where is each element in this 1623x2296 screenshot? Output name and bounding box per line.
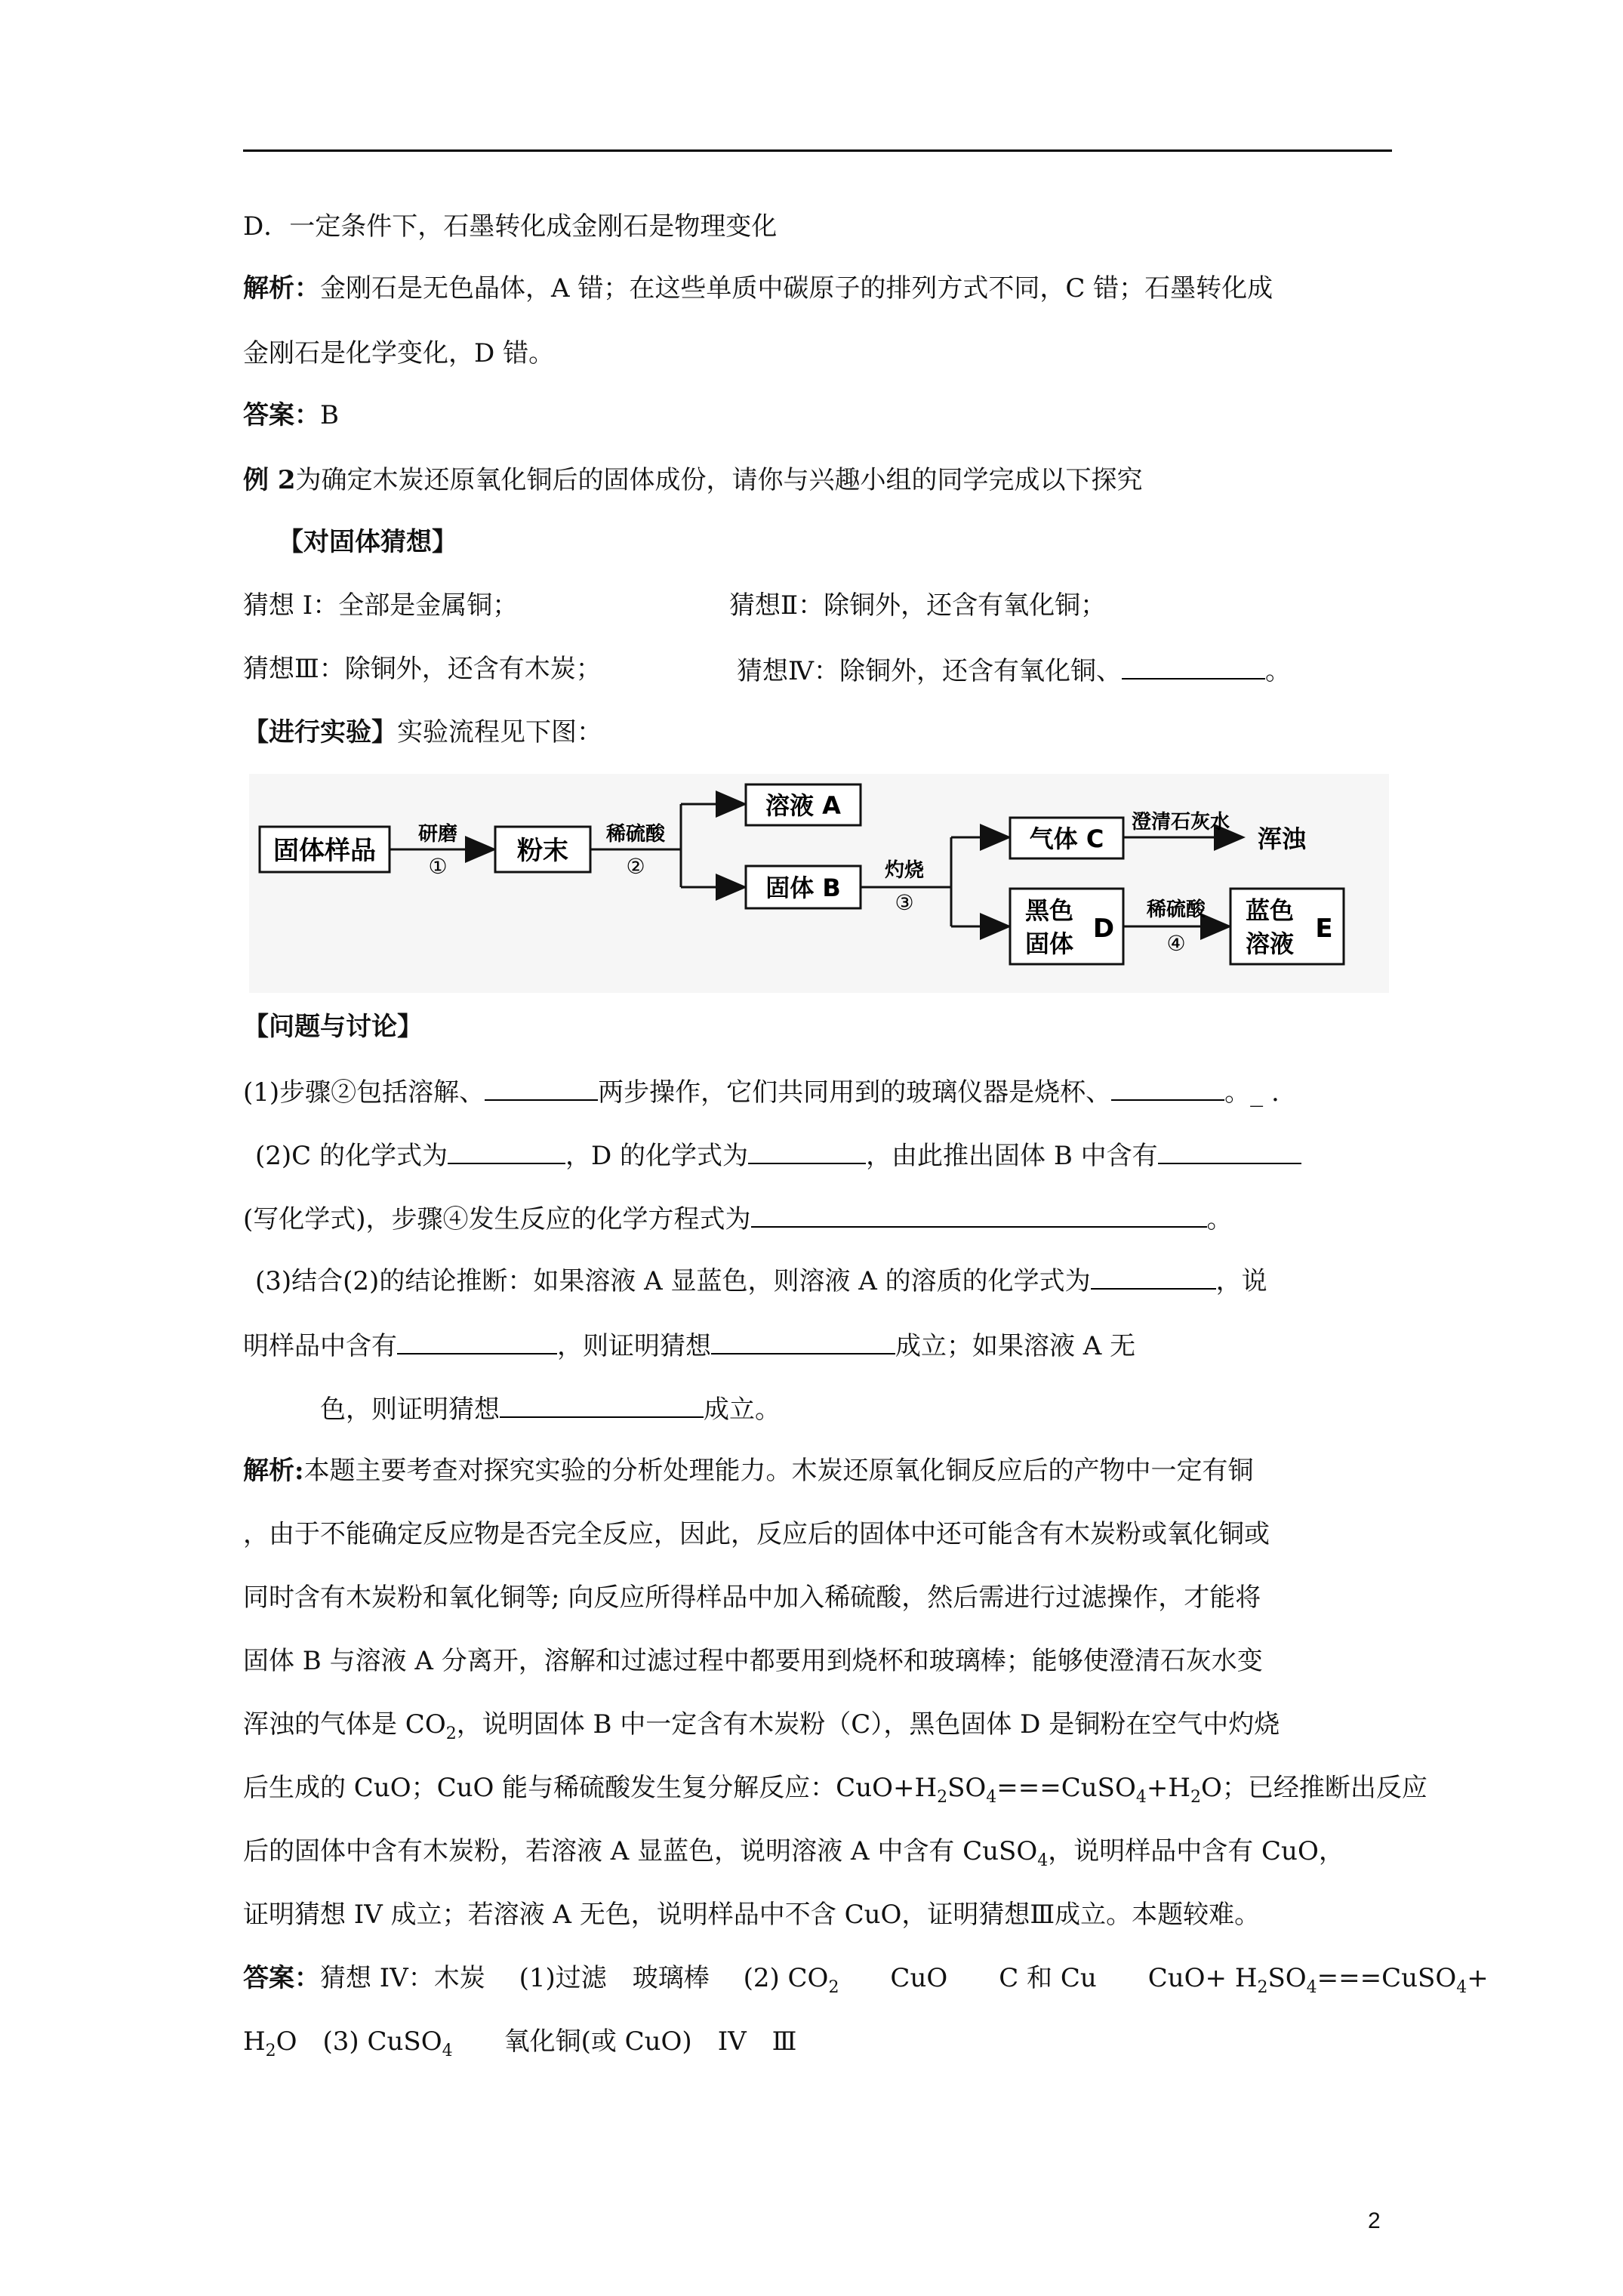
label-grind: 研磨: [417, 823, 458, 846]
guess-3: 猜想Ⅲ：除铜外，还含有木炭；: [243, 654, 602, 684]
analysis-label: 解析：: [243, 273, 320, 304]
label-sample: 固体样品: [273, 836, 376, 866]
q1-text-a: (1)步骤②包括溶解、: [243, 1077, 485, 1108]
subscript: 4: [1306, 1977, 1317, 1997]
example-label: 例 2: [243, 465, 296, 495]
label-step2: ②: [626, 854, 645, 879]
question-1: [243, 1072, 1280, 1111]
guess-4-text: 猜想Ⅳ：除铜外，还含有氧化铜、: [737, 656, 1122, 686]
q3-text-g: 成立。: [704, 1395, 781, 1425]
q2-text-a: (2)C 的化学式为: [255, 1141, 448, 1171]
label-blueE-2: 溶液: [1245, 929, 1295, 958]
subscript: 2: [445, 1724, 457, 1743]
subscript: 4: [1135, 1787, 1147, 1807]
blank[interactable]: [1122, 651, 1265, 680]
analysis-2-line-1: [243, 1453, 1254, 1489]
answer-label: 答案：: [243, 400, 320, 430]
exp-heading-text: 实验流程见下图：: [397, 717, 602, 747]
exp-heading-label: 【进行实验】: [243, 717, 397, 747]
ans2-a: 猜想 IV：木炭 (1)过滤 玻璃棒 (2) CO: [320, 1963, 829, 1993]
blank[interactable]: [1091, 1261, 1216, 1290]
analysis-2-line-2: ，由于不能确定反应物是否完全反应，因此，反应后的固体中还可能含有木炭粉或氧化铜或: [243, 1519, 1270, 1549]
label-blueE-3: E: [1315, 914, 1333, 944]
header-rule: [243, 149, 1392, 152]
blank[interactable]: [500, 1389, 704, 1418]
label-turbid: 浑浊: [1257, 824, 1307, 853]
label-acid2: 稀硫酸: [1146, 898, 1206, 921]
blank[interactable]: [448, 1136, 565, 1164]
question-2-line-1: [255, 1136, 1301, 1174]
blank[interactable]: [1111, 1072, 1224, 1101]
q2-text-b: ，D 的化学式为: [565, 1141, 749, 1171]
analysis-2-text: 本题主要考查对探究实验的分析处理能力。木炭还原氧化铜反应后的产物中一定有铜: [303, 1456, 1254, 1486]
question-3-line-2: [243, 1326, 1135, 1364]
a2-l7-b: ，说明样品中含有 CuO，: [1048, 1836, 1344, 1866]
example-2: [243, 462, 1143, 498]
ans2-c: SO: [1267, 1963, 1307, 1993]
label-step4: ④: [1166, 931, 1186, 956]
subscript: 4: [1456, 1977, 1467, 1997]
label-blackD-1: 黑色: [1024, 896, 1074, 925]
option-d: D．一定条件下，石墨转化成金刚石是物理变化: [243, 211, 778, 242]
experiment-flow-diagram: [249, 774, 1389, 993]
a2-l5-b: ，说明固体 B 中一定含有木炭粉（C），黑色固体 D 是铜粉在空气中灼烧: [456, 1709, 1280, 1740]
label-blueE-1: 蓝色: [1245, 896, 1295, 925]
guess-4: [737, 651, 1291, 689]
page-number: 2: [1368, 2208, 1381, 2233]
q3-text-e: 成立；如果溶液 A 无: [895, 1331, 1136, 1361]
blank[interactable]: [748, 1136, 866, 1164]
subscript: 2: [937, 1787, 948, 1807]
discussion-heading: 【问题与讨论】: [243, 1012, 423, 1042]
label-gasC: 气体 C: [1029, 824, 1104, 853]
ans2-d: ===CuSO: [1317, 1963, 1457, 1993]
blank[interactable]: [751, 1199, 1207, 1228]
q2-text-e: 。: [1206, 1204, 1233, 1234]
a2-l6-b: SO: [947, 1773, 987, 1803]
ans2-h: 氧化铜(或 CuO) IV Ⅲ: [452, 2026, 797, 2057]
label-step3: ③: [895, 890, 914, 915]
q3-text-a: (3)结合(2)的结论推断：如果溶液 A 显蓝色，则溶液 A 的溶质的化学式为: [255, 1266, 1091, 1296]
a2-l6-e: O；已经推断出反应: [1200, 1773, 1427, 1803]
q2-text-c: ，由此推出固体 B 中含有: [866, 1141, 1158, 1171]
ans2-g: O (3) CuSO: [276, 2026, 442, 2057]
label-solA: 溶液 A: [765, 791, 841, 820]
question-2-line-2: [243, 1199, 1233, 1237]
answer-1: [243, 397, 339, 433]
q3-text-f: 色，则证明猜想: [320, 1395, 500, 1425]
answer-2-line-1: [243, 1960, 1489, 1996]
subscript: 4: [442, 2041, 453, 2060]
a2-l5-a: 浑浊的气体是 CO: [243, 1709, 446, 1740]
blank[interactable]: [485, 1072, 598, 1101]
analysis-2-line-3: 同时含有木炭粉和氧化铜等; 向反应所得样品中加入稀硫酸，然后需进行过滤操作，才能将: [243, 1583, 1261, 1613]
blank[interactable]: [1158, 1136, 1301, 1164]
label-powder: 粉末: [517, 836, 568, 866]
guess-heading: 【对固体猜想】: [278, 527, 457, 557]
subscript: 2: [1190, 1787, 1201, 1807]
blank[interactable]: [711, 1326, 895, 1354]
ans2-b: CuO C 和 Cu CuO+ H: [839, 1963, 1258, 1993]
label-blackD-2: 固体: [1024, 929, 1074, 958]
subscript: 2: [828, 1977, 839, 1997]
q1-text-b: 两步操作，它们共同用到的玻璃仪器是烧杯、: [598, 1077, 1112, 1108]
question-3-line-3: [320, 1389, 781, 1428]
label-limewater: 澄清石灰水: [1131, 811, 1230, 834]
q3-text-d: ，则证明猜想: [557, 1331, 711, 1361]
answer-2-line-2: [243, 2023, 796, 2060]
subscript: 4: [986, 1787, 997, 1807]
a2-l7-a: 后的固体中含有木炭粉，若溶液 A 显蓝色，说明溶液 A 中含有 CuSO: [243, 1836, 1038, 1866]
label-solidB: 固体 B: [765, 874, 841, 902]
q2-text-d: (写化学式)，步骤④发生反应的化学方程式为: [243, 1204, 751, 1234]
subscript: 2: [1257, 1977, 1268, 1997]
label-acid1: 稀硫酸: [605, 823, 666, 846]
analysis-2-line-4: 固体 B 与溶液 A 分离开，溶解和过滤过程中都要用到烧杯和玻璃棒；能够使澄清石灰水变: [243, 1646, 1263, 1676]
a2-l6-d: +H: [1146, 1773, 1190, 1803]
guess-4-end: 。: [1264, 656, 1291, 686]
answer-2-label: 答案：: [243, 1963, 320, 1993]
guess-2: 猜想Ⅱ：除铜外，还含有氧化铜；: [729, 590, 1107, 621]
analysis-1-line-2: 金刚石是化学变化，D 错。: [243, 338, 555, 368]
analysis-2-line-6: [243, 1770, 1427, 1806]
label-step1: ①: [428, 854, 448, 879]
answer-value: B: [320, 400, 339, 430]
ans2-e: +: [1467, 1963, 1489, 1993]
label-blackD-3: D: [1092, 914, 1115, 944]
a2-l6-a: 后生成的 CuO；CuO 能与稀硫酸发生复分解反应：CuO+H: [243, 1773, 938, 1803]
question-3-line-1: [255, 1261, 1267, 1299]
label-burn: 灼烧: [884, 859, 925, 882]
subscript: 2: [265, 2041, 276, 2060]
subscript: 4: [1037, 1851, 1049, 1870]
analysis-1-line-1: [243, 270, 1273, 307]
analysis-2-label: 解析:: [243, 1456, 304, 1486]
example-text: 为确定木炭还原氧化铜后的固体成份，请你与兴趣小组的同学完成以下探究: [295, 465, 1143, 495]
experiment-heading: [243, 714, 602, 750]
blank[interactable]: [397, 1326, 557, 1354]
a2-l6-c: ===CuSO: [996, 1773, 1136, 1803]
q3-text-b: ，说: [1215, 1266, 1267, 1296]
analysis-2-line-7: [243, 1833, 1344, 1869]
guess-1: 猜想 I：全部是金属铜；: [243, 590, 519, 621]
analysis-text: 金刚石是无色晶体，A 错；在这些单质中碳原子的排列方式不同，C 错；石墨转化成: [320, 273, 1273, 304]
analysis-2-line-8: 证明猜想 IV 成立；若溶液 A 无色，说明样品中不含 CuO，证明猜想Ⅲ成立。本题较难。: [243, 1900, 1261, 1930]
q3-text-c: 明样品中含有: [243, 1331, 397, 1361]
q1-text-c: 。_ .: [1224, 1077, 1280, 1108]
analysis-2-line-5: [243, 1706, 1280, 1743]
ans2-f: H: [243, 2026, 266, 2057]
